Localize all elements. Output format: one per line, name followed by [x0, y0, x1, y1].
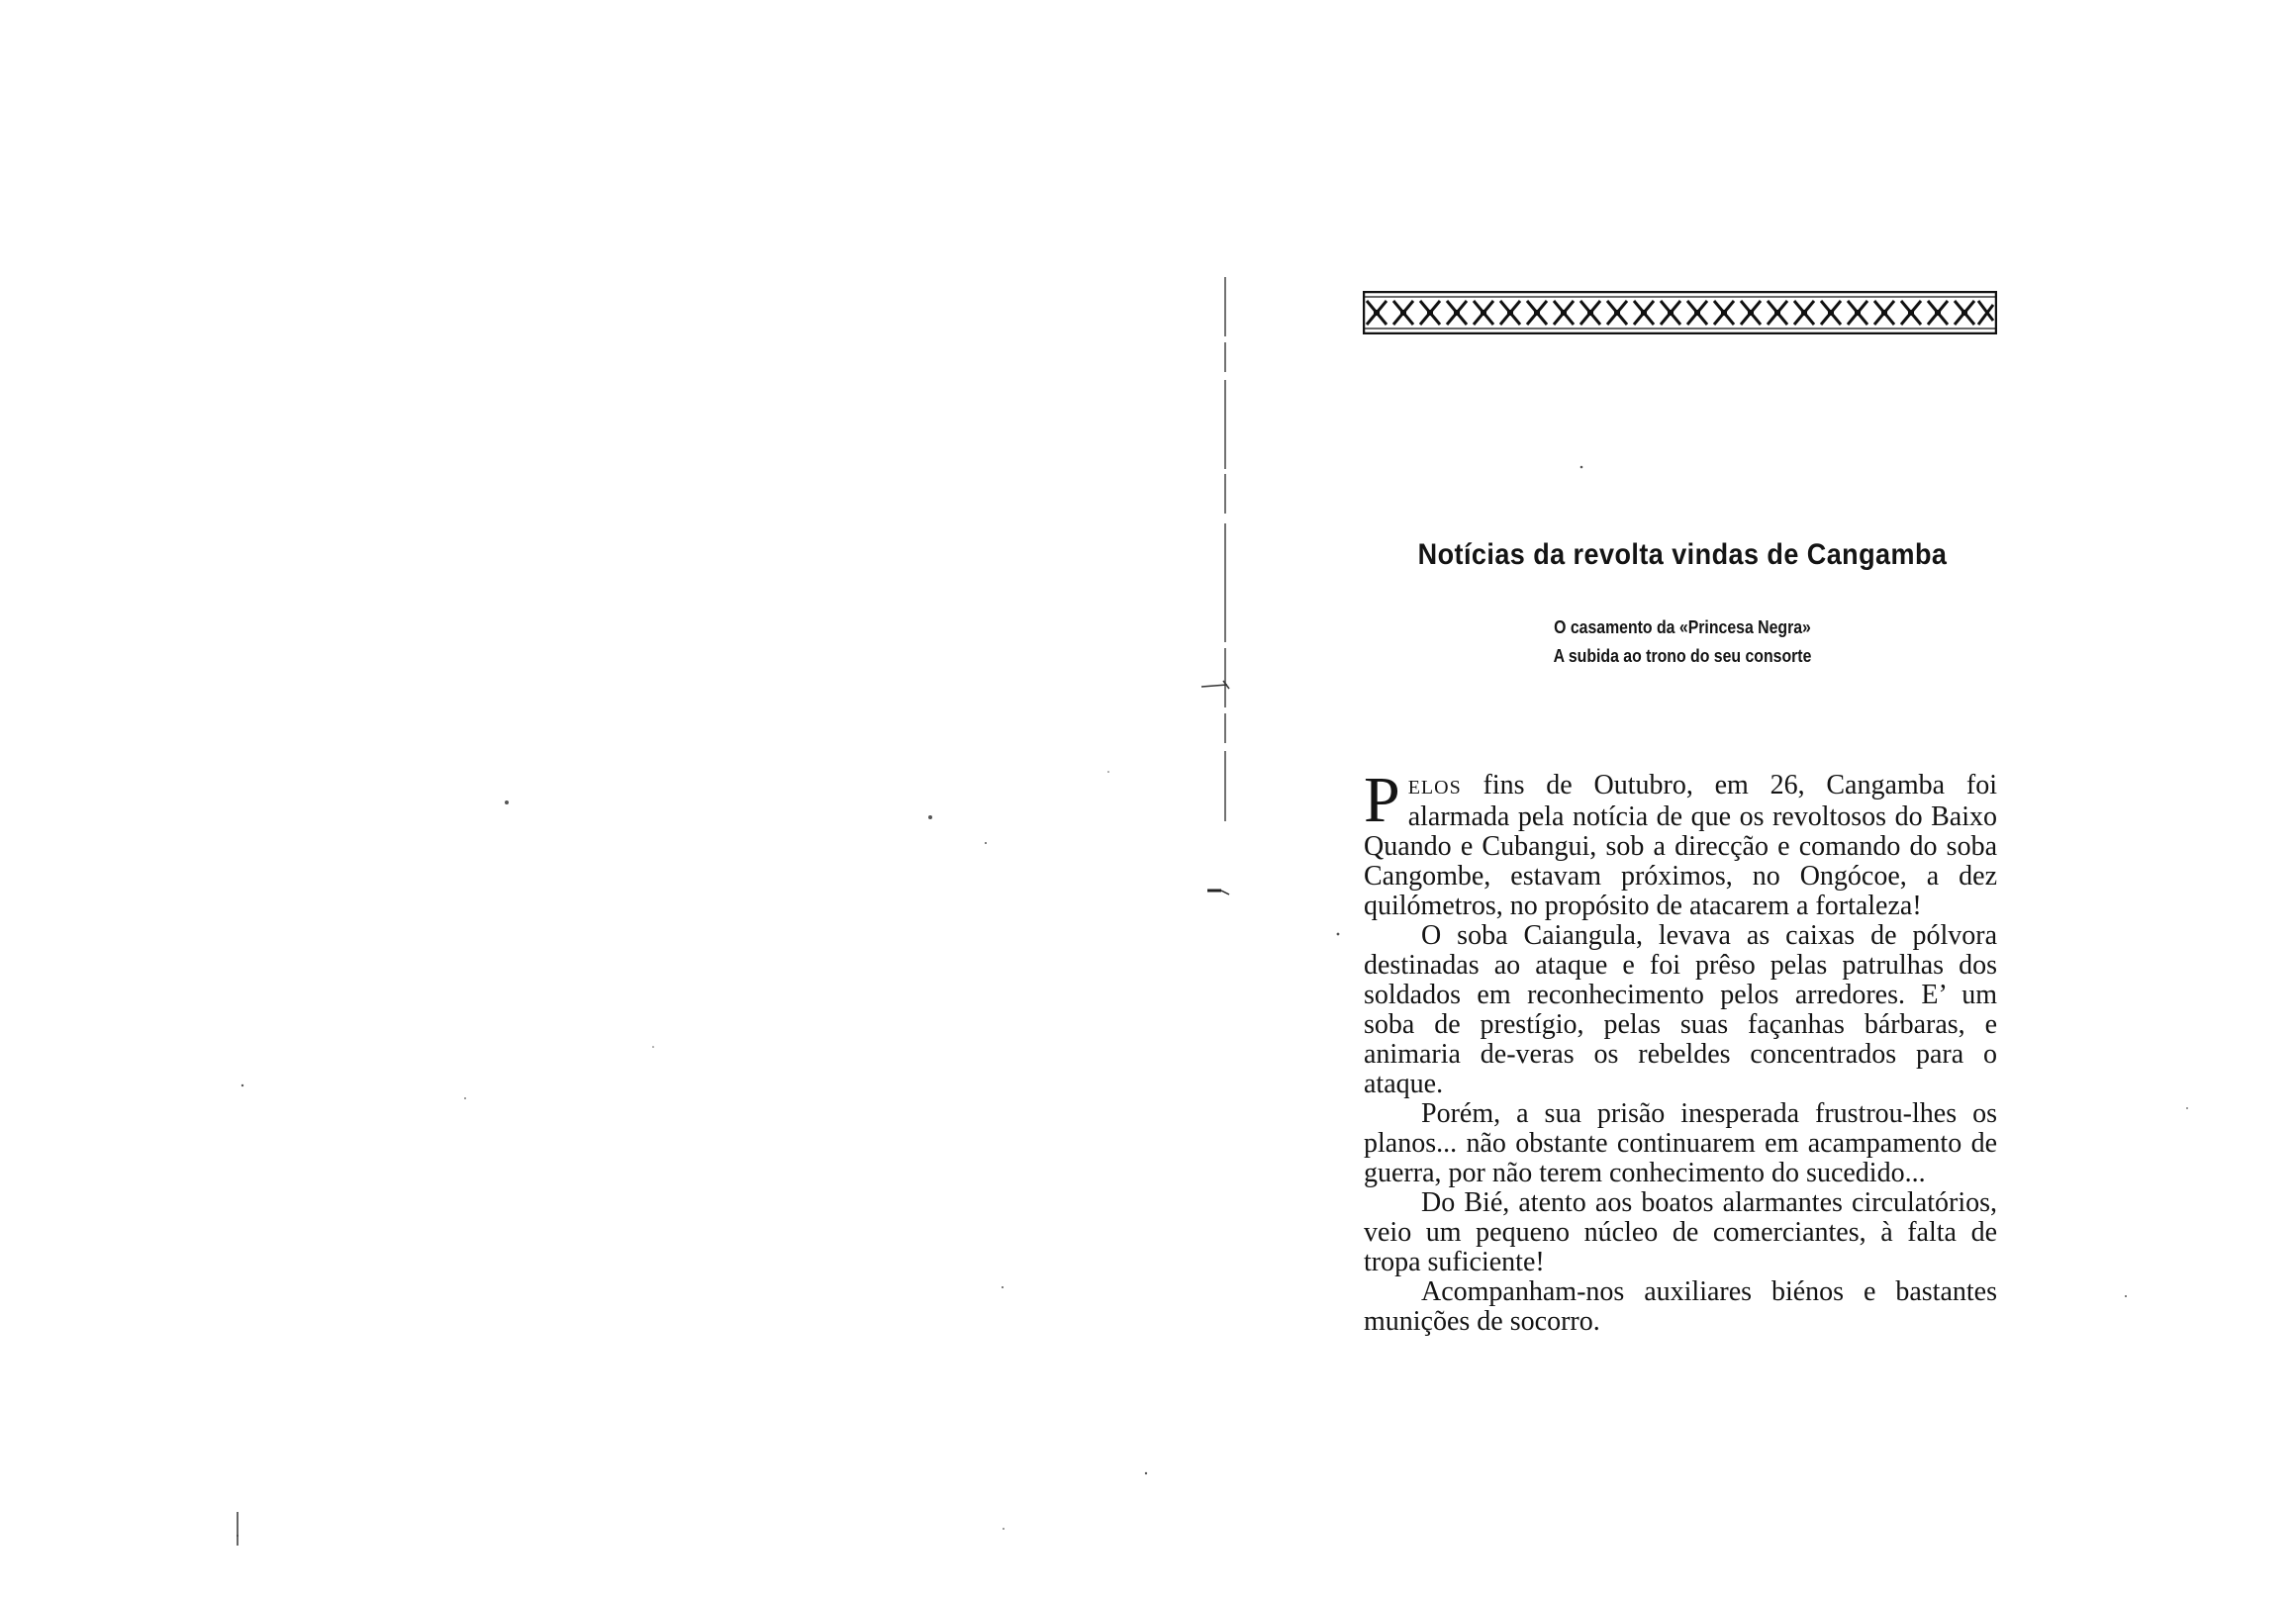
article-subtitle: [1403, 613, 1961, 671]
paragraph-1: [1364, 764, 1997, 921]
article-title: Notícias da revolta vindas de Cangamba: [1417, 538, 1948, 571]
paragraph-5: Acompanham-nos auxiliares biénos e bastantes munições de socorro.: [1364, 1276, 1997, 1337]
paragraph-2: O soba Caiangula, levava as caixas de pólvora destinadas ao ataque e foi prêso pelas patrulhas dos soldados em reconhecimento pelos arredores. E’ um soba de prestígio, pelas suas façanhas bárbaras, e animaria de-veras os rebeldes concentrados para o ataque.: [1364, 920, 1997, 1099]
decorative-border: [1363, 291, 1997, 334]
subtitle-line-1: O casamento da «Princesa Negra»: [1554, 617, 1811, 637]
drop-cap: P: [1364, 764, 1400, 836]
paragraph-3: Porém, a sua prisão inesperada frustrou-lhes os planos... não obstante continuarem em acampamento de guerra, por não terem conhecimento do sucedido...: [1364, 1098, 1997, 1188]
paragraph-4: Do Bié, atento aos boatos alarmantes circulatórios, veio um pequeno núcleo de comerciantes, à falta de tropa suficiente!: [1364, 1187, 1997, 1277]
paragraph-1-text: fins de Outubro, em 26, Cangamba foi alarmada pela notícia de que os revoltosos do Baixo Quando e Cubangui, sob a direcção e comando do soba Cangombe, estavam próximos, no Ongócoe, a dez quilómetros, no propósito de atacarem a fortaleza!: [1364, 770, 1997, 921]
article-body: [1364, 764, 1997, 1337]
paragraph-1-lead: ELOS: [1407, 777, 1462, 799]
subtitle-line-2: A subida ao trono do seu consorte: [1553, 646, 1812, 666]
